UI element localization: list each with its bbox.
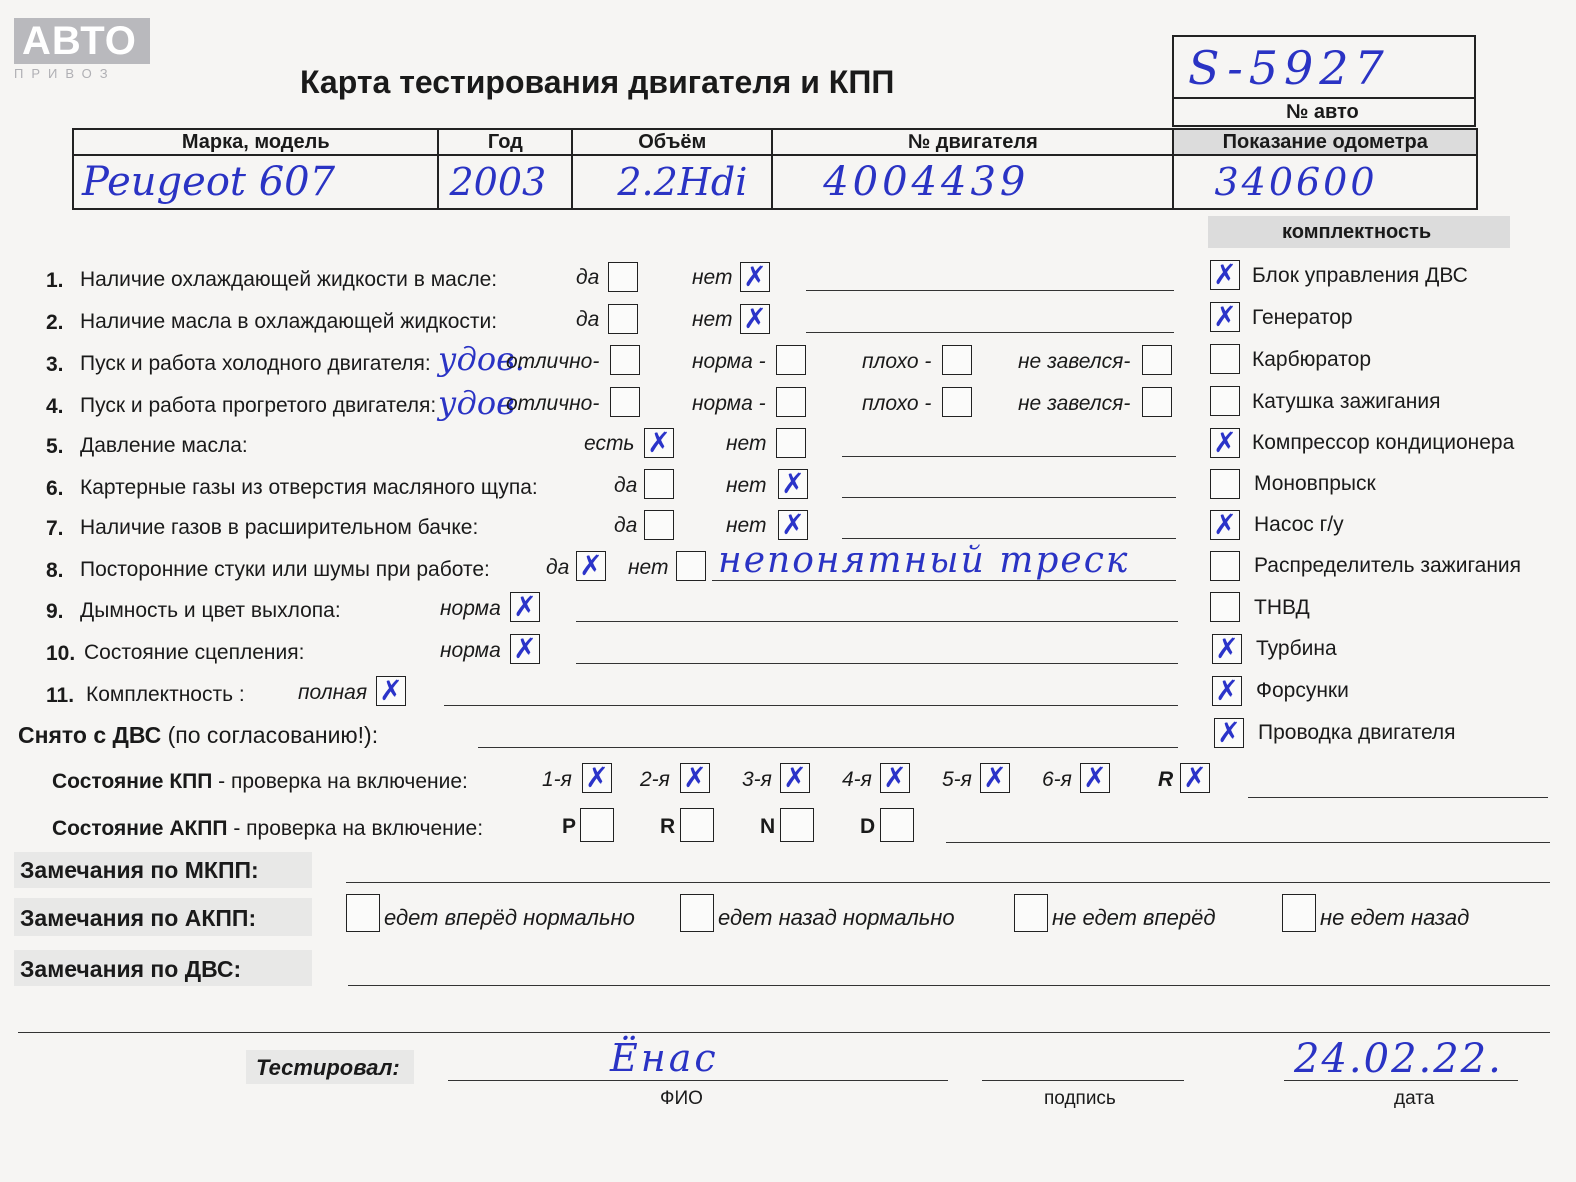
akpp-gear-label: N [760,815,776,838]
checkbox-akpp-reverse-ok[interactable] [680,894,714,932]
checkbox-distributor[interactable] [1210,551,1240,581]
checkbox-gear-r[interactable]: ✗ [1180,763,1210,793]
completeness-item-label: Карбюратор [1252,348,1372,371]
option-label: да [614,514,638,537]
checkbox-akpp-no-reverse[interactable] [1282,894,1316,932]
option-label: норма - [692,350,766,373]
akpp-gear-label: D [860,815,876,838]
answer-line [1248,797,1548,798]
vehicle-header-table [72,128,1478,210]
akpp-option-label: едет назад нормально [718,905,955,930]
checkbox-akpp-no-forward[interactable] [1014,894,1048,932]
tested-by-label: Тестировал: [256,1055,400,1080]
logo-main: АВТО [14,18,150,64]
page-title: Карта тестирования двигателя и КПП [300,64,895,100]
date-label: дата [1394,1088,1435,1109]
answer-line [18,1032,1550,1033]
row-number: 7. [46,517,64,540]
option-label: норма [440,597,501,620]
checkbox-gear-4[interactable]: ✗ [880,763,910,793]
completeness-item-label: Насос г/у [1254,513,1344,536]
signature-line [982,1080,1184,1081]
row-number: 4. [46,395,64,418]
fio-line [448,1080,948,1081]
completeness-item-label: Катушка зажигания [1252,390,1441,413]
row-number: 3. [46,353,64,376]
checkbox-completeness-full[interactable]: ✗ [376,676,406,706]
cold-start-note: удов. [438,340,525,378]
question-text: Пуск и работа холодного двигателя: [80,352,431,375]
value-volume: 2.2Hdi [572,155,772,209]
option-label: не завелся- [1018,392,1131,415]
completeness-item-label: Турбина [1256,637,1337,660]
answer-line [576,621,1178,622]
col-odometer: Показание одометра [1173,129,1477,155]
col-year: Год [438,129,572,155]
checkbox-clutch-normal[interactable]: ✗ [510,634,540,664]
answer-line [444,705,1178,706]
checkbox-akpp-p[interactable] [580,808,614,842]
checkbox-ac-compressor[interactable]: ✗ [1210,428,1240,458]
option-label: плохо - [862,392,932,415]
question-text: Давление масла: [80,434,248,457]
row-number: 6. [46,477,64,500]
checkbox-exhaust-normal[interactable]: ✗ [510,592,540,622]
remarks-akpp-label: Замечания по АКПП: [20,905,257,931]
tester-name: Ёнас [610,1036,719,1080]
checkbox-gear-3[interactable]: ✗ [780,763,810,793]
checkbox-cold-nostart[interactable] [1142,345,1172,375]
col-engine-no: № двигателя [772,129,1173,155]
checkbox-mono-injection[interactable] [1210,469,1240,499]
option-label: да [546,556,570,579]
completeness-item-label: ТНВД [1254,596,1310,619]
remarks-dvs-label: Замечания по ДВС: [20,956,242,982]
completeness-item-label: Блок управления ДВС [1252,264,1468,287]
fio-label: ФИО [660,1088,703,1109]
checkbox-expansion-gas-yes[interactable] [644,510,674,540]
date-line [1284,1080,1518,1081]
auto-number-label: № авто [1286,101,1359,123]
checkbox-generator[interactable]: ✗ [1210,302,1240,332]
kpp-label: Состояние КПП - проверка на включение: [52,770,468,793]
checkbox-akpp-d[interactable] [880,808,914,842]
answer-line [712,580,1176,581]
checkbox-warm-nostart[interactable] [1142,387,1172,417]
akpp-gear-label: P [562,815,577,838]
checkbox-cold-excellent[interactable] [610,345,640,375]
row-number: 10. [46,642,76,665]
answer-line [946,842,1550,843]
checkbox-cold-bad[interactable] [942,345,972,375]
col-volume: Объём [572,129,772,155]
checkbox-noise-no[interactable] [676,551,706,581]
checkbox-gear-1[interactable]: ✗ [582,763,612,793]
answer-line [348,985,1550,986]
checkbox-injectors[interactable]: ✗ [1212,676,1242,706]
option-label: норма - [692,392,766,415]
checkbox-akpp-forward-ok[interactable] [346,894,380,932]
row-number: 5. [46,435,64,458]
checkbox-injection-pump[interactable] [1210,592,1240,622]
question-text: Наличие масла в охлаждающей жидкости: [80,310,498,333]
question-text: Комплектность : [86,683,245,706]
option-label: нет [692,266,733,289]
akpp-option-label: едет вперёд нормально [384,905,635,930]
value-engine-no: 4004439 [772,155,1173,209]
option-label: отлично- [506,350,600,373]
auto-number-value: S-5927 [1188,41,1390,95]
completeness-item-label: Генератор [1252,306,1353,329]
checkbox-noise-yes[interactable]: ✗ [576,551,606,581]
answer-line [576,663,1178,664]
option-label: нет [726,432,767,455]
checkbox-oil-pressure-yes[interactable]: ✗ [644,428,674,458]
checkbox-warm-excellent[interactable] [610,387,640,417]
akpp-option-label: не едет вперёд [1052,905,1216,930]
answer-line [842,456,1176,457]
test-date: 24.02.22. [1294,1036,1503,1082]
completeness-item-label: Моновпрыск [1254,472,1376,495]
removed-from-engine-label: Снято с ДВС (по согласованию!): [18,722,379,748]
option-label: да [576,308,600,331]
value-odometer: 340600 [1173,155,1477,209]
question-text: Наличие газов в расширительном бачке: [80,516,479,539]
question-text: Пуск и работа прогретого двигателя: [80,394,437,417]
option-label: нет [726,514,767,537]
checkbox-gear-2[interactable]: ✗ [680,763,710,793]
option-label: норма [440,639,501,662]
checkbox-gear-6[interactable]: ✗ [1080,763,1110,793]
checkbox-akpp-r[interactable] [680,808,714,842]
akpp-gear-label: R [660,815,676,838]
option-label: нет [628,556,669,579]
col-make: Марка, модель [73,129,438,155]
question-text: Дымность и цвет выхлопа: [80,599,341,622]
completeness-item-label: Форсунки [1256,679,1349,702]
option-label: полная [298,681,368,704]
row-number: 1. [46,269,64,292]
checkbox-warm-bad[interactable] [942,387,972,417]
auto-number-box [1172,35,1476,127]
akpp-option-label: не едет назад [1320,905,1470,930]
checkbox-oil-yes[interactable] [608,304,638,334]
checkbox-akpp-n[interactable] [780,808,814,842]
checkbox-oil-no[interactable]: ✗ [740,304,770,334]
answer-line [478,747,1178,748]
checkbox-gear-5[interactable]: ✗ [980,763,1010,793]
checkbox-carburetor[interactable] [1210,344,1240,374]
gear-label: 1-я [542,768,572,791]
answer-line [346,882,1550,883]
gear-label: 4-я [842,768,872,791]
answer-line [842,497,1176,498]
gear-label: 5-я [942,768,972,791]
checkbox-warm-normal[interactable] [776,387,806,417]
gear-label: 3-я [742,768,772,791]
checkbox-cold-normal[interactable] [776,345,806,375]
gear-label: R [1158,768,1174,791]
question-text: Посторонние стуки или шумы при работе: [80,558,490,581]
option-label: нет [692,308,733,331]
checkbox-engine-wiring[interactable]: ✗ [1214,718,1244,748]
checkbox-oil-pressure-no[interactable] [776,428,806,458]
logo-sub: ПРИВОЗ [14,66,116,81]
gear-label: 2-я [640,768,670,791]
signature-label: подпись [1044,1088,1116,1109]
question-text: Состояние сцепления: [84,641,305,664]
remarks-mkpp-label: Замечания по МКПП: [20,857,259,883]
logo [14,18,150,84]
noise-note: непонятный треск [718,540,1130,581]
answer-line [806,290,1174,291]
option-label: да [576,266,600,289]
checkbox-ps-pump[interactable]: ✗ [1210,510,1240,540]
option-label: не завелся- [1018,350,1131,373]
checkbox-crankcase-yes[interactable] [644,469,674,499]
checkbox-ecu[interactable]: ✗ [1210,260,1240,290]
answer-line [806,332,1174,333]
value-year: 2003 [438,155,572,209]
option-label: плохо - [862,350,932,373]
option-label: есть [584,432,635,455]
row-number: 11. [46,684,75,707]
checkbox-expansion-gas-no[interactable]: ✗ [778,510,808,540]
checkbox-coolant-yes[interactable] [608,262,638,292]
option-label: отлично- [506,392,600,415]
question-text: Картерные газы из отверстия масляного щупа: [80,476,538,499]
question-text: Наличие охлаждающей жидкости в масле: [80,268,498,291]
completeness-title: комплектность [1282,221,1432,243]
warm-start-note: удов [438,384,515,422]
checkbox-ignition-coil[interactable] [1210,386,1240,416]
checkbox-turbine[interactable]: ✗ [1212,634,1242,664]
value-make: Peugeot 607 [73,155,438,209]
checkbox-crankcase-no[interactable]: ✗ [778,469,808,499]
akpp-label: Состояние АКПП - проверка на включение: [52,817,484,840]
answer-line [842,538,1176,539]
row-number: 9. [46,600,64,623]
row-number: 8. [46,559,64,582]
checkbox-coolant-no[interactable]: ✗ [740,262,770,292]
completeness-item-label: Проводка двигателя [1258,721,1456,744]
option-label: да [614,474,638,497]
completeness-item-label: Распределитель зажигания [1254,554,1522,577]
completeness-item-label: Компрессор кондиционера [1252,431,1515,454]
option-label: нет [726,474,767,497]
gear-label: 6-я [1042,768,1072,791]
row-number: 2. [46,311,64,334]
